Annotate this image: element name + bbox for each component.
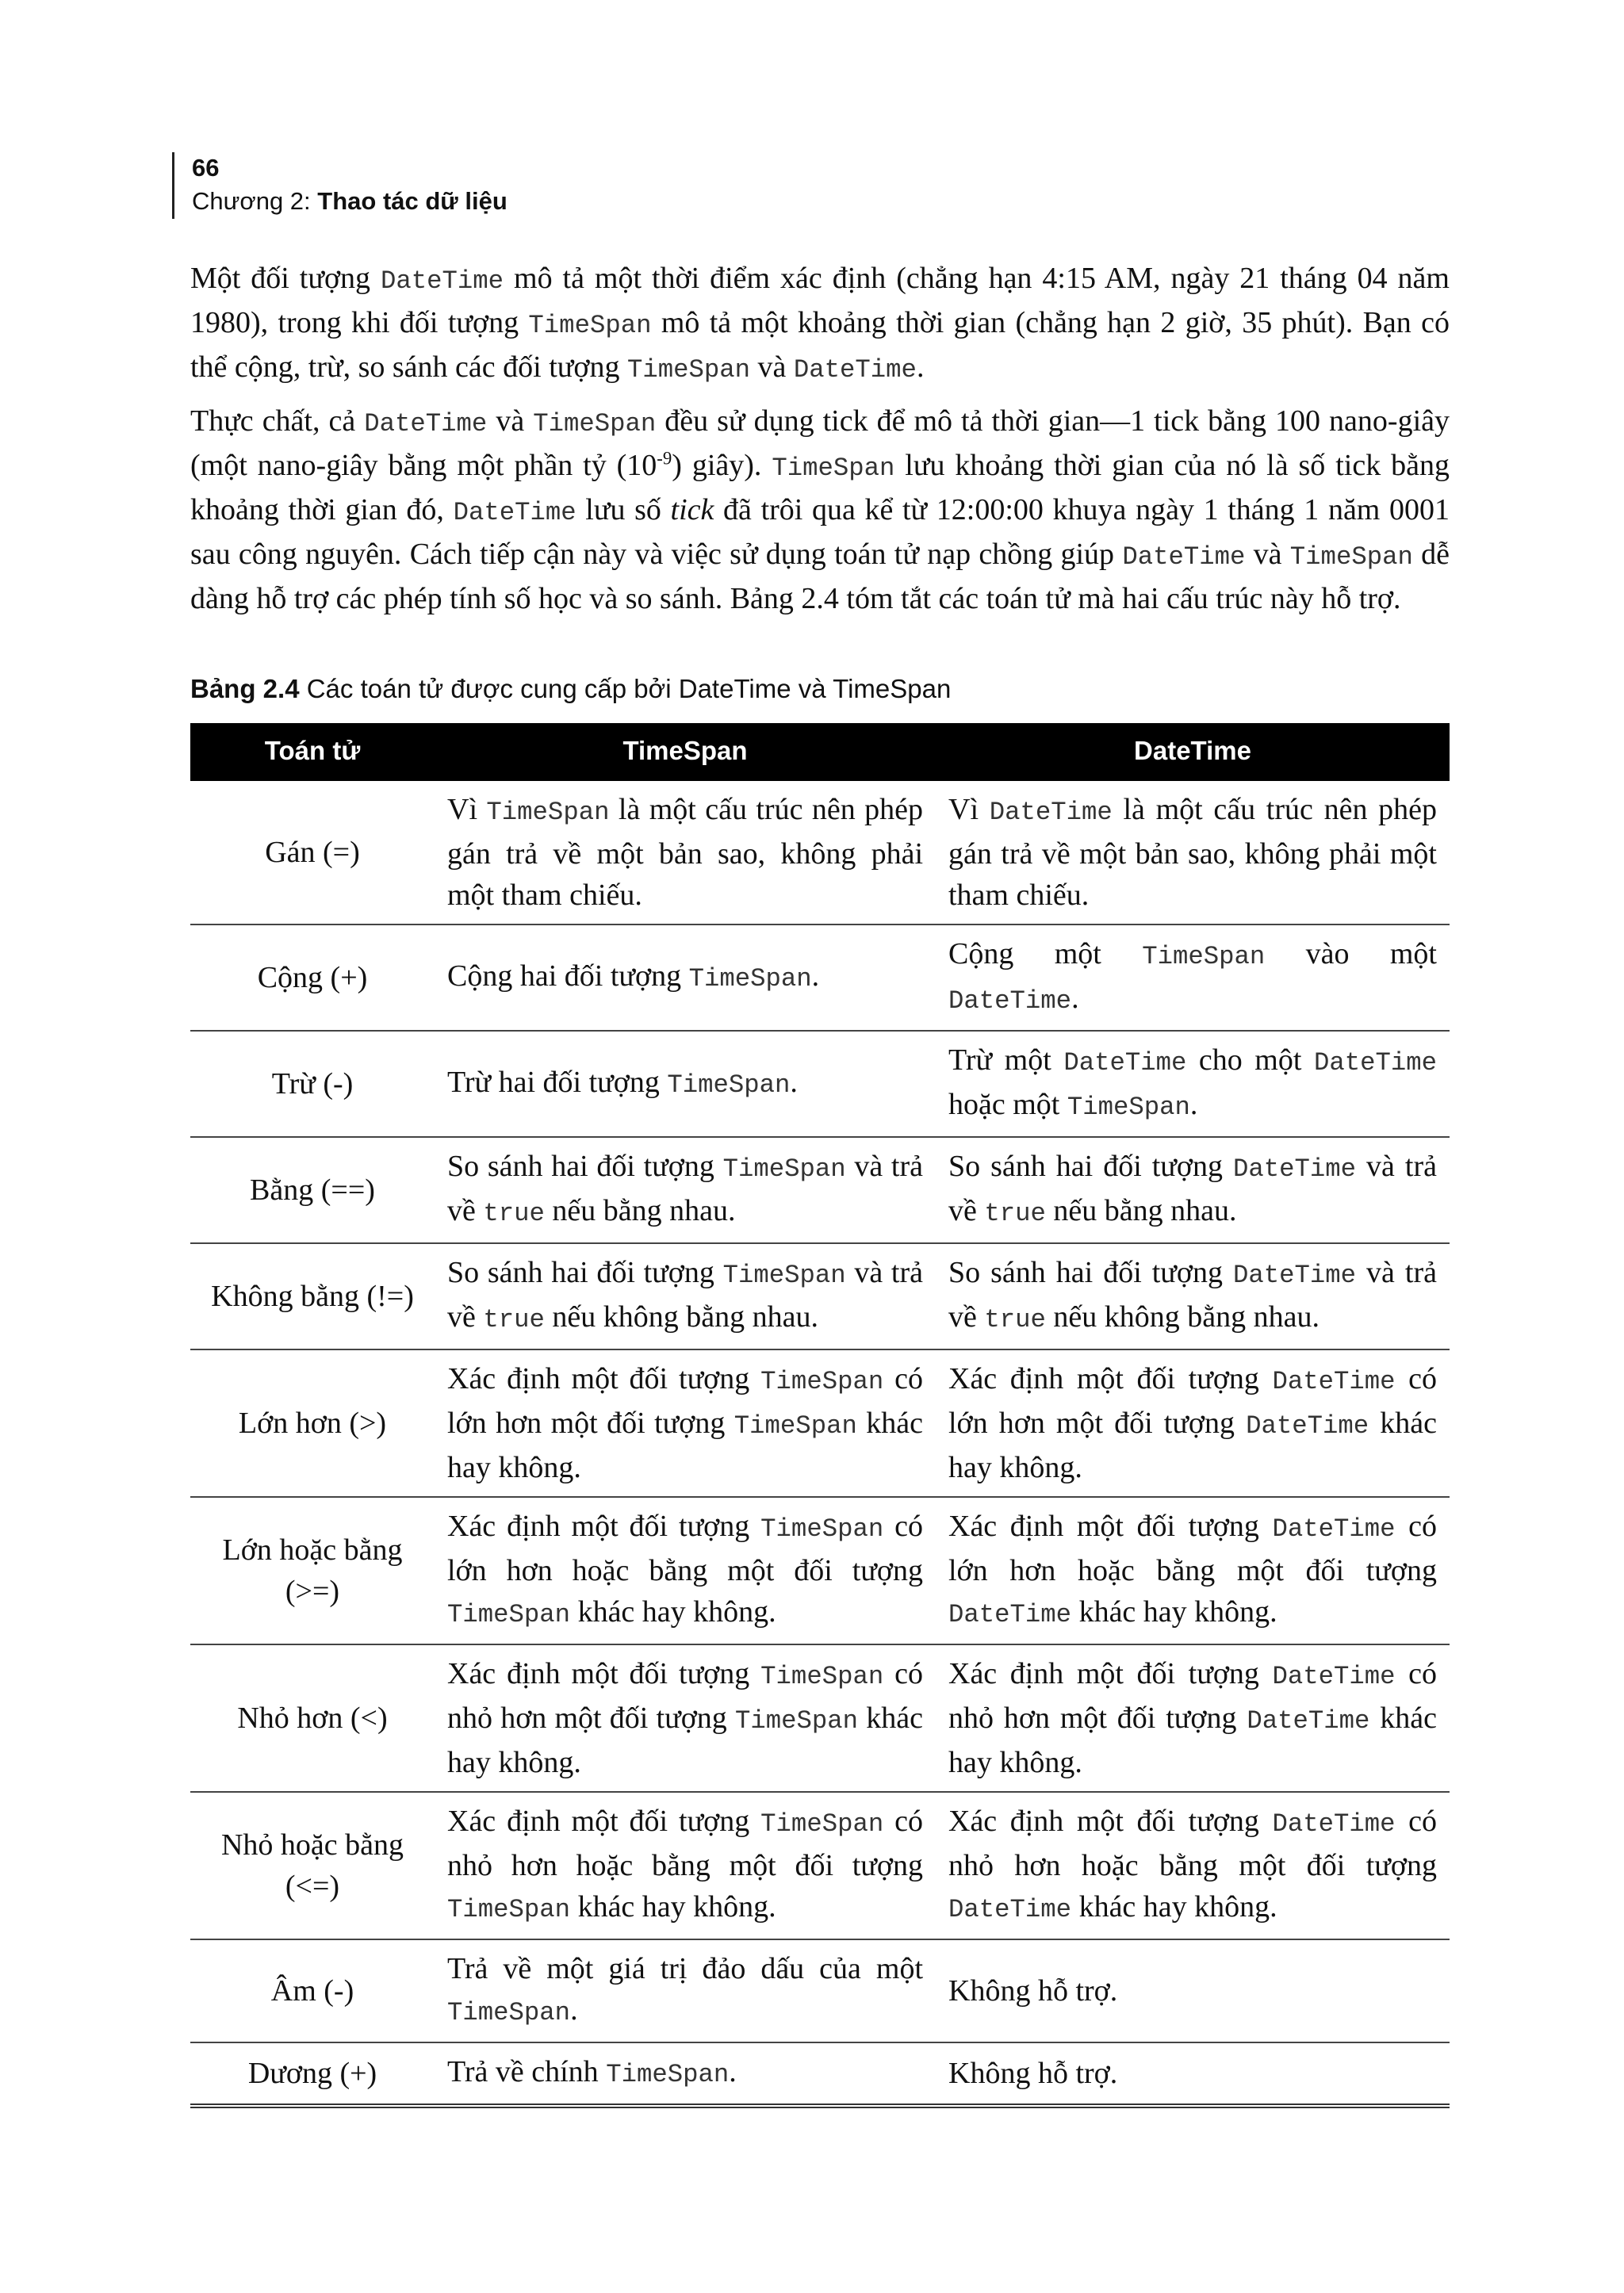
code: TimeSpan: [1289, 542, 1413, 572]
code: DateTime: [793, 355, 917, 385]
table-row: [190, 2042, 1450, 2106]
text: Trả về chính: [447, 2055, 607, 2088]
timespan-cell: [435, 924, 936, 1031]
text: và: [1245, 538, 1290, 571]
text: Xác định một đối tượng: [447, 1510, 761, 1543]
text: cho một: [1186, 1043, 1314, 1077]
text: có nhỏ hơn hoặc bằng một đối tượng: [447, 1805, 924, 1882]
text: hoặc một: [948, 1088, 1067, 1121]
datetime-cell: [936, 1939, 1450, 2042]
text: và trả về: [447, 1150, 923, 1227]
code: TimeSpan: [486, 798, 610, 827]
text: Xác định một đối tượng: [948, 1657, 1273, 1690]
datetime-cell: [936, 1243, 1450, 1349]
text: So sánh hai đối tượng: [948, 1150, 1233, 1183]
text: Không hỗ trợ.: [948, 2057, 1118, 2090]
code: TimeSpan: [1067, 1093, 1190, 1122]
table-row: [190, 1137, 1450, 1243]
code: DateTime: [1272, 1514, 1396, 1544]
text: .: [811, 959, 820, 993]
text: Thực chất, cả: [190, 404, 365, 438]
table-row: [190, 1031, 1450, 1137]
datetime-cell: [936, 780, 1450, 925]
code: DateTime: [948, 1600, 1072, 1629]
chapter-prefix: Chương 2:: [192, 187, 318, 215]
text: khác hay không.: [447, 1702, 924, 1779]
operator-cell: Lớn hoặc bằng (>=): [190, 1497, 435, 1644]
operator-cell: Gán (=): [190, 780, 435, 925]
text: và: [487, 404, 534, 438]
text: .: [729, 2055, 737, 2088]
table-caption: [190, 674, 951, 704]
text: có nhỏ hơn một đối tượng: [447, 1657, 924, 1735]
code: true: [483, 1305, 545, 1334]
code: true: [483, 1199, 545, 1228]
text: và trả về: [948, 1256, 1437, 1334]
datetime-cell: [936, 1031, 1450, 1137]
timespan-cell: [435, 1243, 936, 1349]
text: nếu không bằng nhau.: [1045, 1300, 1320, 1334]
text: nếu không bằng nhau.: [544, 1300, 819, 1334]
operator-cell: Không bằng (!=): [190, 1243, 435, 1349]
operator-cell: Nhỏ hơn (<): [190, 1644, 435, 1792]
text: dễ dàng hỗ trợ các phép tính số học và so sánh. Bảng 2.4 tóm tắt các toán tử mà hai cấu trúc này hỗ trợ.: [190, 538, 1450, 615]
datetime-cell: [936, 924, 1450, 1031]
text: khác hay không.: [948, 1702, 1438, 1779]
text: Xác định một đối tượng: [948, 1510, 1273, 1543]
text: Không hỗ trợ.: [948, 1974, 1118, 2008]
text: có lớn hơn hoặc bằng một đối tượng: [948, 1510, 1437, 1587]
code: TimeSpan: [688, 964, 812, 993]
operator-cell: Bằng (==): [190, 1137, 435, 1243]
paragraph-2: [190, 400, 1450, 619]
text: Trừ một: [948, 1043, 1064, 1077]
code: DateTime: [1313, 1048, 1438, 1078]
operator-cell: Dương (+): [190, 2042, 435, 2106]
code: TimeSpan: [733, 1411, 857, 1441]
text: có lớn hơn một đối tượng: [948, 1362, 1437, 1440]
timespan-cell: [435, 1939, 936, 2042]
text: mô tả một thời điểm xác định (chẳng hạn 4:15 AM, ngày 21 tháng 04 năm 1980), trong khi đối tượng: [190, 262, 1450, 339]
timespan-cell: [435, 1137, 936, 1243]
operator-cell: Trừ (-): [190, 1031, 435, 1137]
datetime-cell: [936, 1137, 1450, 1243]
text: khác hay không.: [447, 1407, 923, 1484]
code: DateTime: [1247, 1706, 1370, 1736]
code: TimeSpan: [772, 454, 895, 483]
text: So sánh hai đối tượng: [447, 1256, 723, 1289]
code: true: [984, 1305, 1046, 1334]
code: DateTime: [1232, 1261, 1357, 1290]
text: Trừ hai đối tượng: [447, 1066, 668, 1099]
superscript: -9: [657, 448, 672, 469]
operator-cell: Cộng (+): [190, 924, 435, 1031]
chapter-heading: [192, 184, 508, 219]
code: TimeSpan: [447, 1998, 571, 2027]
text: Trả về một giá trị đảo dấu của một: [447, 1952, 923, 1985]
timespan-cell: [435, 1792, 936, 1939]
timespan-cell: [435, 1031, 936, 1137]
code: TimeSpan: [760, 1514, 884, 1544]
text: Cộng hai đối tượng: [447, 959, 689, 993]
text: Xác định một đối tượng: [447, 1805, 761, 1838]
timespan-cell: [435, 1497, 936, 1644]
header-operator: Toán tử: [264, 736, 361, 765]
code: TimeSpan: [760, 1809, 884, 1839]
code: TimeSpan: [760, 1367, 884, 1396]
code: DateTime: [1122, 542, 1246, 572]
chapter-title: Thao tác dữ liệu: [317, 187, 508, 215]
text: lưu khoảng thời gian của nó là số tick bằng khoảng thời gian đó,: [190, 449, 1450, 526]
text: Một đối tượng: [190, 262, 381, 295]
timespan-cell: [435, 780, 936, 925]
text: nếu bằng nhau.: [544, 1194, 736, 1227]
table-row: [190, 1644, 1450, 1792]
code: TimeSpan: [626, 355, 751, 385]
datetime-cell: [936, 1644, 1450, 1792]
text: .: [570, 1993, 578, 2027]
text: mô tả một khoảng thời gian (chẳng hạn 2 giờ, 35 phút). Bạn có thể cộng, trừ, so sánh các đối tượng: [190, 306, 1450, 384]
text: khác hay không.: [1071, 1595, 1277, 1629]
page-header: [172, 152, 508, 219]
table-row: [190, 1497, 1450, 1644]
text: đã trôi qua kể từ 12:00:00 khuya ngày 1 tháng 1 năm 0001 sau công nguyên. Cách tiếp cận này và việc sử dụng toán tử nạp chồng giúp: [190, 493, 1450, 571]
text: Xác định một đối tượng: [948, 1805, 1273, 1838]
code: DateTime: [989, 798, 1113, 827]
code: DateTime: [1063, 1048, 1187, 1078]
text: khác hay không.: [570, 1595, 776, 1629]
text: là một cấu trúc nên phép gán trả về một bản sao, không phải một tham chiếu.: [948, 793, 1437, 912]
operator-cell: Âm (-): [190, 1939, 435, 2042]
text: khác hay không.: [1071, 1890, 1277, 1924]
datetime-cell: [936, 1349, 1450, 1497]
text: đều sử dụng tick để mô tả thời gian—1 tick bằng 100 nano-giây (một nano-giây bằng một phần tỷ (10: [190, 404, 1450, 482]
code: DateTime: [1232, 1154, 1357, 1184]
code: DateTime: [948, 986, 1072, 1016]
timespan-cell: [435, 1644, 936, 1792]
text: khác hay không.: [570, 1890, 776, 1924]
text: là một cấu trúc nên phép gán trả về một bản sao, không phải một tham chiếu.: [447, 793, 923, 912]
text: có lớn hơn một đối tượng: [447, 1362, 924, 1440]
text: Xác định một đối tượng: [447, 1657, 761, 1690]
code: DateTime: [1272, 1367, 1396, 1396]
table-header-row: [190, 723, 1450, 780]
page-number: 66: [192, 154, 220, 182]
header-timespan: TimeSpan: [622, 736, 748, 765]
emphasis: tick: [670, 493, 714, 526]
table-row: [190, 1349, 1450, 1497]
text: ) giây).: [672, 449, 772, 482]
code: TimeSpan: [606, 2060, 730, 2089]
paragraph-1: [190, 258, 1450, 391]
text: Vì: [948, 793, 990, 826]
code: TimeSpan: [722, 1154, 846, 1184]
datetime-cell: [936, 1792, 1450, 1939]
text: Vì: [447, 793, 487, 826]
header-datetime: DateTime: [1134, 736, 1251, 765]
text: nếu bằng nhau.: [1045, 1194, 1237, 1227]
timespan-cell: [435, 2042, 936, 2106]
code: DateTime: [1272, 1662, 1396, 1691]
text: .: [790, 1066, 798, 1099]
text: khác hay không.: [948, 1407, 1438, 1484]
text: lưu số: [576, 493, 671, 526]
code: DateTime: [364, 409, 488, 438]
operators-table: [190, 723, 1450, 2108]
table-row: [190, 1792, 1450, 1939]
table-row: [190, 780, 1450, 925]
code: TimeSpan: [735, 1706, 859, 1736]
code: TimeSpan: [528, 311, 652, 340]
code: TimeSpan: [722, 1261, 846, 1290]
code: TimeSpan: [533, 409, 657, 438]
text: .: [1189, 1088, 1198, 1121]
code: TimeSpan: [667, 1070, 791, 1100]
text: Xác định một đối tượng: [948, 1362, 1273, 1395]
text: vào một: [1265, 937, 1437, 970]
datetime-cell: [936, 1497, 1450, 1644]
table-row: [190, 1939, 1450, 2042]
operator-cell: Lớn hơn (>): [190, 1349, 435, 1497]
code: DateTime: [1272, 1809, 1396, 1839]
code: true: [984, 1199, 1046, 1228]
text: có nhỏ hơn hoặc bằng một đối tượng: [948, 1805, 1437, 1882]
text: có nhỏ hơn một đối tượng: [948, 1657, 1437, 1735]
code: TimeSpan: [447, 1895, 571, 1924]
text: có lớn hơn hoặc bằng một đối tượng: [447, 1510, 924, 1587]
text: và trả về: [948, 1150, 1437, 1227]
table-row: [190, 924, 1450, 1031]
text: So sánh hai đối tượng: [948, 1256, 1233, 1289]
text: So sánh hai đối tượng: [447, 1150, 723, 1183]
datetime-cell: [936, 2042, 1450, 2106]
code: DateTime: [453, 498, 576, 527]
code: DateTime: [381, 266, 504, 296]
code: TimeSpan: [447, 1600, 571, 1629]
timespan-cell: [435, 1349, 936, 1497]
code: DateTime: [948, 1895, 1072, 1924]
caption-text: Các toán tử được cung cấp bởi DateTime và TimeSpan: [299, 674, 952, 703]
code: TimeSpan: [1142, 942, 1266, 971]
text: .: [916, 350, 925, 384]
text: và trả về: [447, 1256, 923, 1334]
code: TimeSpan: [760, 1662, 884, 1691]
text: Cộng một: [948, 937, 1143, 970]
table-row: [190, 1243, 1450, 1349]
body-text: [190, 258, 1450, 629]
operator-cell: Nhỏ hoặc bằng (<=): [190, 1792, 435, 1939]
text: .: [1071, 982, 1079, 1015]
text: và: [750, 350, 794, 384]
caption-label: Bảng 2.4: [190, 674, 300, 703]
text: Xác định một đối tượng: [447, 1362, 761, 1395]
code: DateTime: [1246, 1411, 1369, 1441]
